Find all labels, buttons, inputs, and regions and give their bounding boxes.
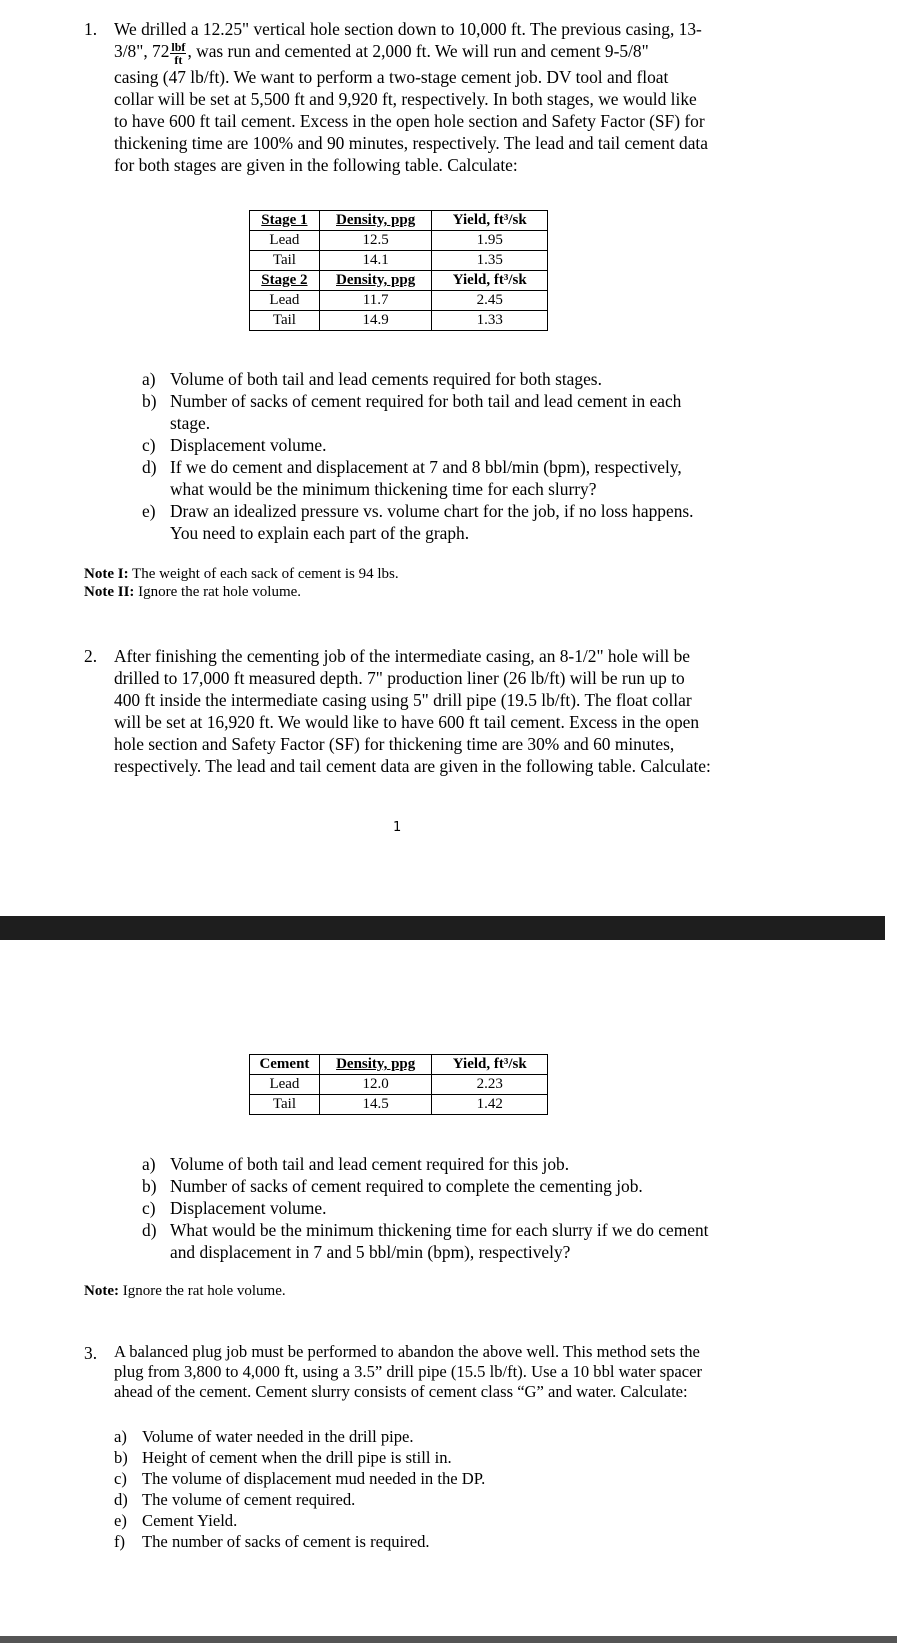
item-text: Number of sacks of cement required for both tail and lead cement in each — [170, 391, 682, 411]
item-label: c) — [142, 435, 156, 455]
page-number: 1 — [393, 820, 402, 835]
item-text: Volume of water needed in the drill pipe. — [142, 1427, 414, 1446]
item-label: a) — [142, 1154, 156, 1174]
list-item — [114, 1489, 774, 1510]
table-cell: Yield, ft³/sk — [432, 271, 548, 291]
table-row — [250, 311, 548, 331]
table-cell: 12.0 — [319, 1075, 432, 1095]
question-1 — [84, 18, 774, 176]
note-text: Ignore the rat hole volume. — [134, 584, 302, 600]
question-3-text — [114, 1342, 774, 1402]
page-separator — [0, 916, 885, 940]
question-1-note-2 — [84, 583, 301, 601]
question-2-note — [84, 1282, 286, 1300]
list-item — [142, 1175, 782, 1197]
list-item — [142, 390, 772, 434]
item-label: e) — [114, 1511, 127, 1530]
q1-line-5: to have 600 ft tail cement. Excess in the open hole section and Safety Factor (SF) for — [114, 110, 705, 131]
question-1-number: 1. — [84, 19, 98, 39]
item-text: The volume of displacement mud needed in the DP. — [142, 1469, 486, 1488]
item-text: stage. — [170, 413, 211, 433]
fraction-numerator: lbf — [171, 39, 186, 54]
table-cell: 11.7 — [319, 291, 432, 311]
question-3 — [84, 1342, 774, 1402]
table-row — [250, 231, 548, 251]
note-text: The weight of each sack of cement is 94 lbs. — [128, 566, 399, 582]
item-text: Volume of both tail and lead cement required for this job. — [170, 1154, 570, 1174]
list-item — [142, 434, 772, 456]
table-cell: 1.35 — [432, 251, 548, 271]
item-label: c) — [114, 1469, 127, 1488]
item-label: a) — [114, 1427, 127, 1446]
table-cell: Lead — [250, 291, 320, 311]
question-2-subitems — [142, 1153, 782, 1263]
q2-line: After finishing the cementing job of the intermediate casing, an 8-1/2" hole will be — [114, 646, 690, 666]
table-cell: Cement — [250, 1055, 320, 1075]
fraction-denominator: ft — [174, 52, 183, 67]
table-cell: Stage 1 — [250, 211, 320, 231]
q1-line-1: We drilled a 12.25" vertical hole section down to 10,000 ft. The previous casing, 13- — [114, 19, 702, 39]
q1-line-7: for both stages are given in the following table. Calculate: — [114, 154, 518, 175]
q2-line: drilled to 17,000 ft measured depth. 7" production liner (26 lb/ft) will be run up to — [114, 668, 685, 688]
table-cell: Density, ppg — [319, 1055, 432, 1075]
question-2-text — [114, 645, 774, 777]
document-page-2 — [0, 940, 885, 1643]
list-item — [142, 500, 772, 544]
table-row — [250, 251, 548, 271]
table-cell: Yield, ft³/sk — [432, 211, 548, 231]
list-item — [142, 1153, 782, 1175]
list-item — [142, 456, 772, 500]
question-2 — [84, 645, 774, 777]
note-label: Note I: — [84, 566, 129, 582]
list-item — [114, 1531, 774, 1552]
table-cell: Tail — [250, 251, 320, 271]
table-cell: 14.1 — [319, 251, 432, 271]
q2-line: respectively. The lead and tail cement data are given in the following table. Calculate: — [114, 756, 711, 776]
question-2-number: 2. — [84, 646, 98, 666]
table-cell: Tail — [250, 311, 320, 331]
table-cell: 1.33 — [432, 311, 548, 331]
q3-line: A balanced plug job must be performed to abandon the above well. This method sets the — [114, 1342, 700, 1361]
list-item — [114, 1510, 774, 1531]
item-label: f) — [114, 1532, 126, 1551]
q2-line: 400 ft inside the intermediate casing using 5" drill pipe (19.5 lb/ft). The float collar — [114, 690, 692, 710]
table-cell: 2.23 — [432, 1075, 548, 1095]
q3-line: ahead of the cement. Cement slurry consists of cement class “G” and water. Calculate: — [114, 1382, 688, 1401]
item-text: You need to explain each part of the graph. — [170, 523, 470, 543]
item-label: d) — [142, 1220, 157, 1240]
table-cell: 1.95 — [432, 231, 548, 251]
q3-line: plug from 3,800 to 4,000 ft, using a 3.5” drill pipe (15.5 lb/ft). Use a 10 bbl water spacer — [114, 1362, 703, 1381]
viewer-bottom-bar — [0, 1636, 897, 1643]
cement-table — [249, 1054, 548, 1115]
q2-line: hole section and Safety Factor (SF) for thickening time are 30% and 60 minutes, — [114, 734, 675, 754]
list-item — [114, 1447, 774, 1468]
table-cell: Lead — [250, 231, 320, 251]
table-cell: 14.9 — [319, 311, 432, 331]
item-text: what would be the minimum thickening time for each slurry? — [170, 479, 597, 499]
table-cell: 2.45 — [432, 291, 548, 311]
table-cell: Yield, ft³/sk — [432, 1055, 548, 1075]
list-item — [142, 1197, 782, 1219]
q1-line-2-post: , was run and cemented at 2,000 ft. We will run and cement 9-5/8" — [187, 41, 649, 61]
question-1-subitems — [142, 368, 772, 544]
list-item — [142, 368, 772, 390]
item-label: e) — [142, 501, 156, 521]
table-row — [250, 1095, 548, 1115]
table-row — [250, 211, 548, 231]
item-text: Height of cement when the drill pipe is still in. — [142, 1448, 452, 1467]
list-item — [114, 1426, 774, 1447]
q1-line-3: casing (47 lb/ft). We want to perform a two-stage cement job. DV tool and float — [114, 66, 669, 87]
item-text: Draw an idealized pressure vs. volume chart for the job, if no loss happens. — [170, 501, 694, 521]
list-item — [142, 1219, 782, 1263]
item-label: c) — [142, 1198, 156, 1218]
table-row — [250, 271, 548, 291]
table-row — [250, 1075, 548, 1095]
note-text: Ignore the rat hole volume. — [118, 1283, 286, 1299]
question-1-text — [114, 18, 774, 176]
item-label: b) — [142, 1176, 157, 1196]
question-1-note-1 — [84, 565, 399, 583]
item-text: The number of sacks of cement is required. — [142, 1532, 430, 1551]
note-label: Note II: — [84, 584, 135, 600]
item-label: d) — [142, 457, 157, 477]
item-label: b) — [114, 1448, 128, 1467]
item-text: If we do cement and displacement at 7 and 8 bbl/min (bpm), respectively, — [170, 457, 682, 477]
table-cell: Stage 2 — [250, 271, 320, 291]
item-text: Number of sacks of cement required to complete the cementing job. — [170, 1176, 643, 1196]
item-text: What would be the minimum thickening time for each slurry if we do cement — [170, 1220, 709, 1240]
item-label: a) — [142, 369, 156, 389]
q1-line-2-pre: 3/8", 72 — [114, 41, 170, 61]
item-text: and displacement in 7 and 5 bbl/min (bpm), respectively? — [170, 1242, 571, 1262]
table-cell: Density, ppg — [319, 211, 432, 231]
item-text: Displacement volume. — [170, 435, 327, 455]
question-3-subitems — [114, 1426, 774, 1552]
note-label: Note: — [84, 1283, 119, 1299]
item-label: d) — [114, 1490, 128, 1509]
item-label: b) — [142, 391, 157, 411]
item-text: Volume of both tail and lead cements required for both stages. — [170, 369, 602, 389]
table-row — [250, 291, 548, 311]
unit-fraction — [170, 41, 186, 66]
item-text: The volume of cement required. — [142, 1490, 356, 1509]
table-cell: Tail — [250, 1095, 320, 1115]
q1-line-2 — [114, 40, 774, 66]
table-cell: Density, ppg — [319, 271, 432, 291]
stage-cement-table — [249, 210, 548, 331]
item-text: Cement Yield. — [142, 1511, 238, 1530]
viewer-edge — [885, 0, 897, 1643]
table-cell: Lead — [250, 1075, 320, 1095]
q2-line: will be set at 16,920 ft. We would like to have 600 ft tail cement. Excess in the open — [114, 712, 700, 732]
table-cell: 12.5 — [319, 231, 432, 251]
table-cell: 14.5 — [319, 1095, 432, 1115]
item-text: Displacement volume. — [170, 1198, 327, 1218]
table-cell: 1.42 — [432, 1095, 548, 1115]
list-item — [114, 1468, 774, 1489]
table-row — [250, 1055, 548, 1075]
question-3-number: 3. — [84, 1343, 98, 1363]
q1-line-4: collar will be set at 5,500 ft and 9,920 ft, respectively. In both stages, we would like — [114, 88, 697, 109]
q1-line-6: thickening time are 100% and 90 minutes, respectively. The lead and tail cement data — [114, 132, 708, 153]
